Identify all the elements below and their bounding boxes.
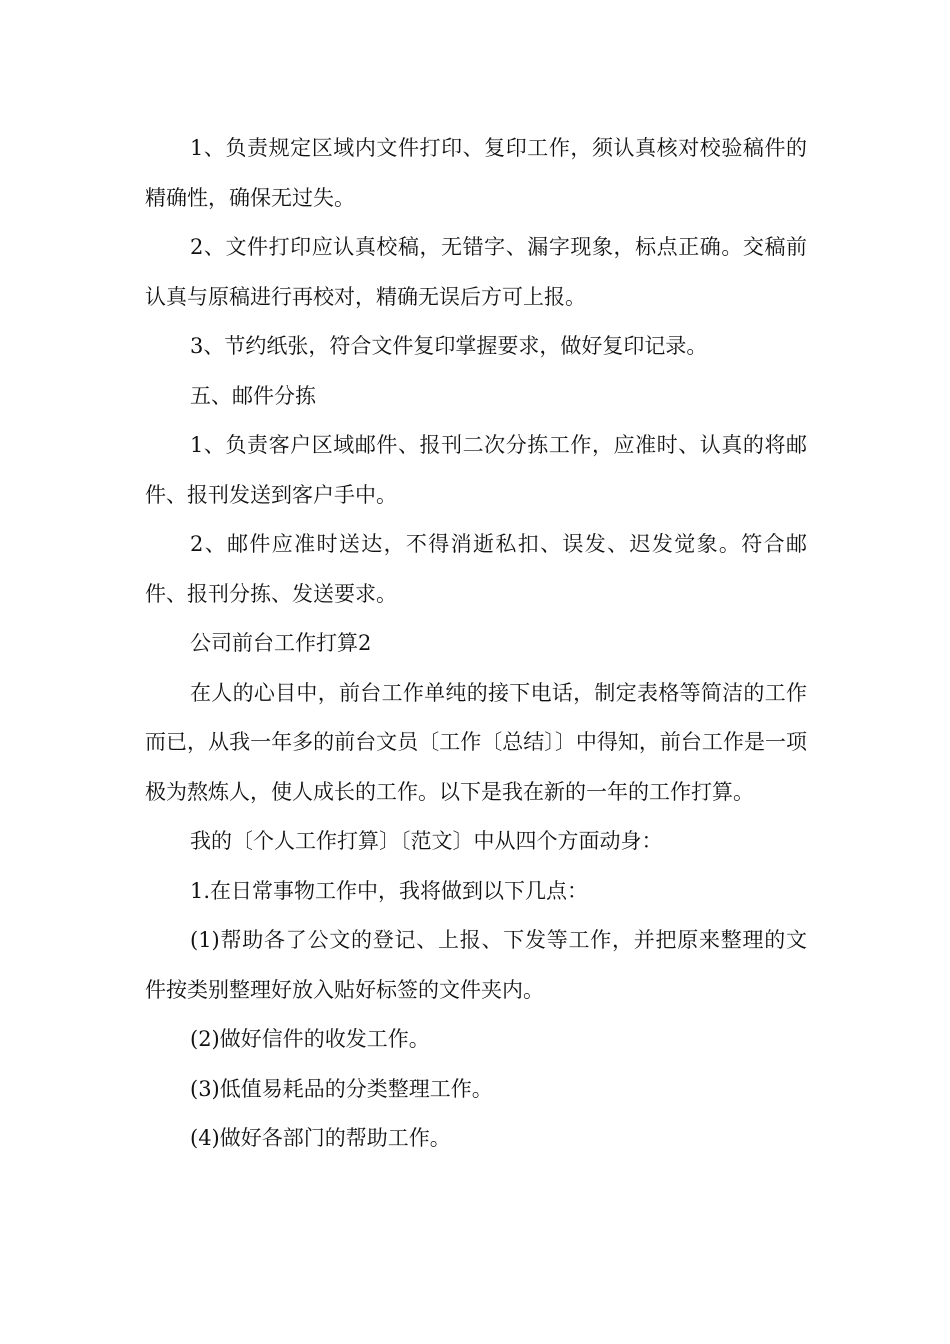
paragraph-2: 2、文件打印应认真校稿，无错字、漏字现象，标点正确。交稿前认真与原稿进行再校对，精确无误后方可上报。: [145, 235, 807, 309]
paragraph-7: 我的〔个人工作打算〕〔范文〕中从四个方面动身：: [190, 829, 663, 853]
paragraph-4: 1、负责客户区域邮件、报刊二次分拣工作，应准时、认真的将邮件、报刊发送到客户手中。: [145, 433, 807, 507]
paragraph-10: (2)做好信件的收发工作。: [190, 1027, 430, 1051]
section-heading-front-desk-plan: 公司前台工作打算2: [190, 631, 372, 655]
paragraph-5: 2、邮件应准时送达，不得消逝私扣、误发、迟发觉象。符合邮件、报刊分拣、发送要求。: [145, 532, 807, 606]
paragraph-11: (3)低值易耗品的分类整理工作。: [190, 1076, 493, 1101]
paragraph-8: 1.在日常事物工作中，我将做到以下几点：: [190, 878, 589, 903]
paragraph-1: 1、负责规定区域内文件打印、复印工作，须认真核对校验稿件的精确性，确保无过失。: [145, 136, 807, 210]
paragraph-3: 3、节约纸张，符合文件复印掌握要求，做好复印记录。: [190, 334, 708, 358]
paragraph-9: (1)帮助各了公文的登记、上报、下发等工作，并把原来整理的文件按类别整理好放入贴好标签的文件夹内。: [145, 928, 807, 1002]
document-body: [145, 124, 807, 1164]
section-heading-mail-sorting: 五、邮件分拣: [190, 383, 316, 408]
paragraph-6: 在人的心目中，前台工作单纯的接下电话，制定表格等简洁的工作而已，从我一年多的前台文员〔工作〔总结〕〕中得知，前台工作是一项极为熬炼人，使人成长的工作。以下是我在新的一年的工作打算。: [145, 680, 807, 804]
paragraph-12: (4)做好各部门的帮助工作。: [190, 1126, 451, 1150]
